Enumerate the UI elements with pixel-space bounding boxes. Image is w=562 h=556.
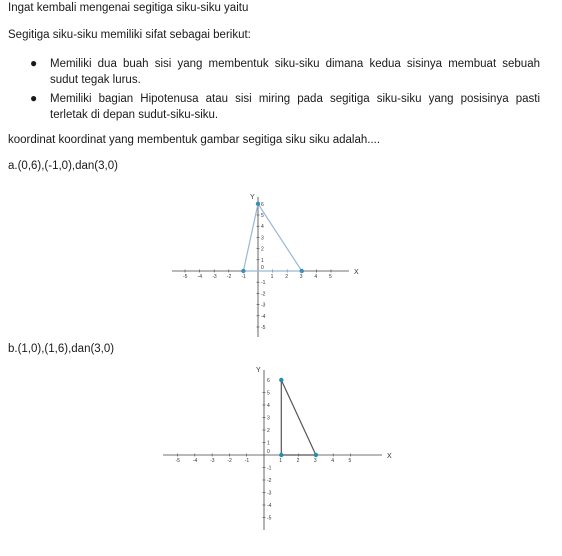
y-tick-label: -4 [261,313,266,320]
bullet-line: Memiliki dua buah sisi yang membentuk siku-siku dimana kedua sisinya membuat sebuah [50,58,540,70]
y-tick-label: -5 [261,325,266,331]
origin-label: 0 [267,449,270,455]
x-tick-label: 4 [331,458,334,464]
y-axis-label: Y [256,367,261,374]
y-tick-label: 4 [261,224,264,231]
vertex-point [314,453,318,457]
y-tick-label: 1 [267,440,270,447]
y-tick-label: -2 [267,478,272,484]
x-tick-label: -5 [175,458,180,464]
x-tick-label: 5 [329,274,332,280]
y-tick-label: -3 [267,490,272,497]
x-tick-label: 4 [314,274,318,280]
y-tick-label: 5 [267,390,270,397]
x-tick-label: -1 [241,274,246,280]
bullet-line: terletak di depan sudut-siku-siku. [50,109,219,121]
bullet-line: sudut tegak lurus. [50,74,141,86]
x-axis-label: X [387,453,392,460]
x-tick-label: -5 [183,274,188,280]
y-tick-label-top: 6 [267,378,270,384]
question-text: koordinat koordinat yang membentuk gambar segitiga siku siku adalah.... [8,134,381,146]
y-tick-label: -5 [267,515,272,522]
x-tick-label: 2 [285,274,288,280]
y-tick-label: -2 [261,291,266,298]
y-axis-label: Y [250,194,255,201]
option-a-label: a.(0,6),(-1,0),dan(3,0) [8,160,118,172]
x-tick-label: -3 [210,458,215,464]
vertex-point [279,453,283,457]
y-tick-label: 1 [261,257,264,264]
intro-text: Ingat kembali mengenai segitiga siku-siku yaitu [8,2,249,14]
y-tick-label: 5 [261,213,264,219]
bullet-icon: ● [30,91,38,105]
bullet-line: Memiliki bagian Hipotenusa atau sisi miring pada segitiga siku-siku yang posisinya pasti [50,93,540,105]
x-tick-label: -4 [192,458,198,464]
y-tick-label: 3 [261,235,264,242]
x-tick-label: 1 [279,458,283,464]
option-b-label: b.(1,0),(1,6),dan(3,0) [8,343,115,355]
y-tick-label: 2 [267,428,270,434]
x-tick-label: -2 [227,458,232,464]
x-tick-label: 5 [348,458,352,464]
y-tick-label: 2 [261,246,264,253]
y-tick-label: -1 [267,465,272,472]
y-tick-label: -1 [261,280,266,287]
x-tick-label: -4 [197,274,203,280]
triangle-outline [281,380,316,455]
x-tick-label: 2 [296,458,300,464]
vertex-point [279,378,283,382]
y-tick-label: -3 [261,302,266,309]
y-tick-label: 3 [267,415,270,422]
x-tick-label: -3 [212,274,217,280]
x-tick-label: 1 [270,274,274,280]
y-tick-label: 4 [267,403,270,409]
bullet-icon: ● [30,56,38,70]
x-tick-label: 3 [299,274,303,280]
origin-label: 0 [261,265,264,271]
x-axis-label: X [354,269,359,276]
x-tick-label: -1 [244,458,250,464]
x-tick-label: -2 [226,274,232,280]
x-tick-label: 3 [313,458,317,464]
y-tick-label: -4 [267,503,272,509]
properties-heading: Segitiga siku-siku memiliki sifat sebagai berikut: [8,29,251,41]
y-tick-label-top: 6 [261,201,264,208]
